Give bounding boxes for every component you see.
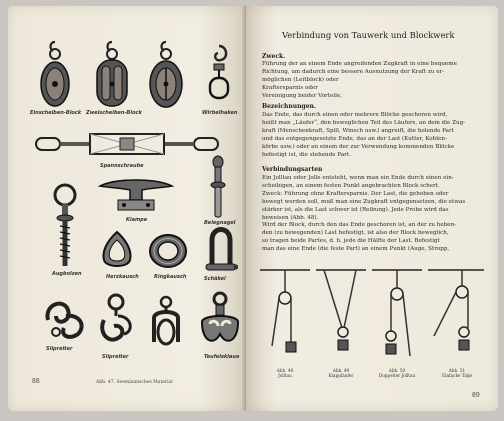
swivel-hook-illustration [204,42,234,104]
diagram-caption: Abb. 49 Klappläufer [328,368,354,378]
diagram-caption: Abb. 48 Jolltau [276,368,294,378]
figure-label: Slipreiter [102,354,129,360]
figure-label: Spannschraube [100,163,144,169]
figure-label: Einscheiben-Block [30,110,82,116]
left-page [8,6,246,411]
klapplaeufer-diagram [316,266,366,370]
eyebolt-illustration [52,182,78,268]
figure-label: Ringkausch [154,274,187,280]
devils-claw-illustration [198,290,242,350]
figure-label: Teufelsklaue [204,354,240,360]
paragraph-purpose: Führung der an einem Ende angreifenden Zugkraft in eine bequeme Richtung, um dadurch eine bessere Ausnutzung der Kraft zu er- möglichen (Leitblock) oder Kraftersparnis oder Vereinigung beider Vorteile. [262,61,457,99]
figure-label: Schäkel [204,276,226,282]
double-block-illustration [92,40,132,112]
cleat-illustration [96,174,176,214]
figure-label: Wirbelhaken [202,110,238,116]
section-heading: Verbindungsarten [262,166,323,173]
section-heading: Zweck. [262,53,286,60]
turnbuckle-illustration [34,126,220,162]
figure-label: Klampe [126,217,148,223]
figure-label: Zweischeiben-Block [86,110,142,116]
figure-label: Slipreiter [46,346,73,352]
ring-thimble-illustration [148,232,188,270]
shackle-2-illustration [148,294,184,350]
figure-caption: Abb. 47. Seemännisches Material [96,380,173,385]
page-title: Verbindung von Tauwerk und Blockwerk [282,30,455,40]
heart-thimble-illustration [100,230,134,270]
jolltau-diagram [260,266,310,370]
page-number: 89 [472,392,480,399]
simple-tackle-diagram [428,266,484,370]
paragraph-terms: Das Ende, das durch einen oder mehrere Blöcke geschoren wird, heißt man „Läufer“, den beweglichen Teil des Läufers, an dem die Zug- kraft (Menschenkraft, Spill, Winsch usw.) angreift, die holende Part und das entgegengesetzte Ende, das an der Last (Kutter, Kohlen- körbe usw.) oder an einem der zur Verwendung kommenden Blöcke befestigt ist, die stehende Part. [262,112,466,158]
paragraph-connection-types: Ein Jolltau oder Jolle entsteht, wenn man ein Ende durch einen ein- scheibigen, an einem festen Punkt angebrachten Block schert. Zweck: Führung ohne Kraftersparnis. Der Last, die gehoben oder bewegt werden soll, muß man eine Zugkraft entgegensetzen, die etwas stärker ist, als die Last schwer ist (Reibung). Jede Probe wird das beweisen (Abb. 48). Wird der Block, durch den das Ende geschoren ist, an der zu heben- den (zu bewegenden) Last befestigt, ist also der Block beweglich, so tragen beide Partes, d. h. jede die Hälfte der Last. Befestigt man das eine Ende (die feste Part) an einem Punkt (Auge, Stropp, [262,175,466,253]
slip-hook-2-illustration [94,292,138,348]
shackle-illustration [204,224,238,274]
diagram-caption: Abb. 51 Einfache Talje [441,368,473,378]
double-jolltau-diagram [372,266,422,370]
belaying-pin-illustration [208,154,228,220]
figure-label: Belegnagel [204,220,236,226]
right-page [246,6,498,411]
figure-label: Augbolzen [52,271,82,277]
diagram-caption: Abb. 50 Doppelter Jolltau [378,368,416,378]
section-heading: Bezeichnungen. [262,103,316,110]
double-block-2-illustration [146,40,186,112]
slip-hook-illustration [42,296,88,342]
figure-label: Herzkausch [106,274,139,280]
page-number: 88 [32,378,40,385]
open-book [8,6,498,418]
single-block-illustration [36,40,74,112]
